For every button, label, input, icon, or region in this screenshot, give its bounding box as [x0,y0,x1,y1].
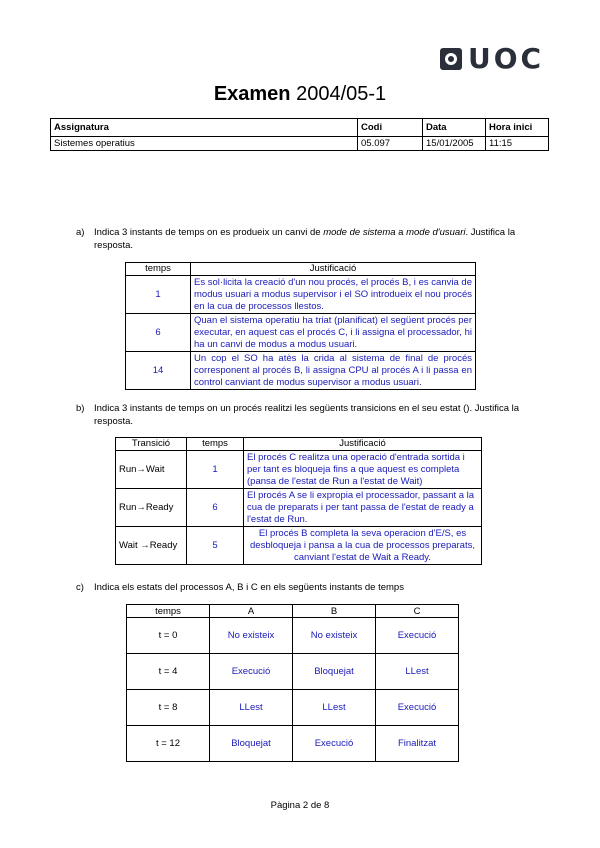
question-b-text: Indica 3 instants de temps on un procés realitzi les següents transicions en el seu estat (). Justifica la resposta. [94,403,520,427]
row-b: No existeix [293,618,376,654]
col-transicio: Transició [116,438,187,451]
exam-header-table [50,118,549,151]
title-bold: Examen [213,83,291,105]
value-data: 15/01/2005 [423,137,486,151]
header-data: Data [423,119,486,137]
row-a: Execució [210,654,293,690]
row-time: 1 [126,276,191,314]
header-codi: Codi [358,119,423,137]
logo-mark-icon [440,48,462,70]
logo-text: UOC [468,42,545,75]
value-hora: 11:15 [486,137,549,151]
table-row [127,618,459,654]
row-time: 6 [187,489,244,527]
row-c: Execució [376,690,459,726]
row-transition: Run→Wait [116,451,187,489]
row-c: Finalitzat [376,726,459,762]
header-hora: Hora inici [486,119,549,137]
uoc-logo [440,44,548,74]
header-assignatura: Assignatura [51,119,358,137]
row-a: Bloquejat [210,726,293,762]
page-number: Pàgina 2 de 8 [270,800,330,811]
row-time: 5 [187,527,244,565]
question-c-text: Indica els estats del processos A, B i C en els següents instants de temps [94,582,404,593]
row-transition: Run→Ready [116,489,187,527]
page-title [0,83,600,106]
table-row [116,489,482,527]
col-temps: temps [187,438,244,451]
table-row [127,654,459,690]
table-header-row [126,263,476,276]
question-a-letter: a) [76,227,85,238]
row-t: t = 12 [127,726,210,762]
col-a: A [210,605,293,618]
table-row [126,352,476,390]
col-temps: temps [126,263,191,276]
row-b: Execució [293,726,376,762]
table-row [127,690,459,726]
row-c: LLest [376,654,459,690]
value-row [51,137,549,151]
col-justificacio: Justificació [191,263,476,276]
question-b-table [115,437,482,565]
row-time: 6 [126,314,191,352]
table-header-row [127,605,459,618]
row-t: t = 4 [127,654,210,690]
row-justification: Es sol·licita la creació d'un nou procés, el procés B, i es canvia de modus usuari a modus supervisor i el SO introdueix el nou procés en la cua de processos llestos. [191,276,476,314]
table-row [127,726,459,762]
row-t: t = 8 [127,690,210,726]
row-justification: Un cop el SO ha atès la crida al sistema de final de procés corresponent al procés B, li assigna CPU al procés A i li passa en control canviant de modus supervisor a modus usuari. [191,352,476,390]
row-a: LLest [210,690,293,726]
value-codi: 05.097 [358,137,423,151]
row-b: LLest [293,690,376,726]
row-justification: El procés C realitza una operació d'entrada sortida i per tant es bloqueja fins a que aquest es completa (pansa de l'estat de Run a l'estat de Wait) [244,451,482,489]
col-temps: temps [127,605,210,618]
row-b: Bloquejat [293,654,376,690]
question-a-text: Indica 3 instants de temps on es produeix un canvi de mode de sistema a mode d'usuari. Justifica la resposta. [94,227,516,251]
question-b-letter: b) [76,403,85,414]
question-a-table [125,262,476,390]
col-c: C [376,605,459,618]
question-c-letter: c) [76,582,84,593]
col-b: B [293,605,376,618]
header-row [51,119,549,137]
row-a: No existeix [210,618,293,654]
row-c: Execució [376,618,459,654]
table-row [116,527,482,565]
row-justification: El procés B completa la seva operacion d'E/S, es desbloqueja i pansa a la cua de processos preparats, canviant l'estat de Wait a Ready. [244,527,482,565]
row-justification: Quan el sistema operatiu ha triat (planificat) el següent procés per executar, en aquest cas el procés C, i li assigna el processador, hi ha un canvi de modus a modus usuari. [191,314,476,352]
row-t: t = 0 [127,618,210,654]
row-time: 1 [187,451,244,489]
value-assignatura: Sistemes operatius [51,137,358,151]
row-time: 14 [126,352,191,390]
table-row [126,276,476,314]
table-row [116,451,482,489]
table-row [126,314,476,352]
row-justification: El procés A se li expropia el processador, passant a la cua de preparats i per tant passa de l'estat de ready a l'estat de Run. [244,489,482,527]
question-c-table [126,604,459,762]
row-transition: Wait →Ready [116,527,187,565]
title-rest: 2004/05-1 [296,83,387,105]
table-header-row [116,438,482,451]
col-justificacio: Justificació [244,438,482,451]
